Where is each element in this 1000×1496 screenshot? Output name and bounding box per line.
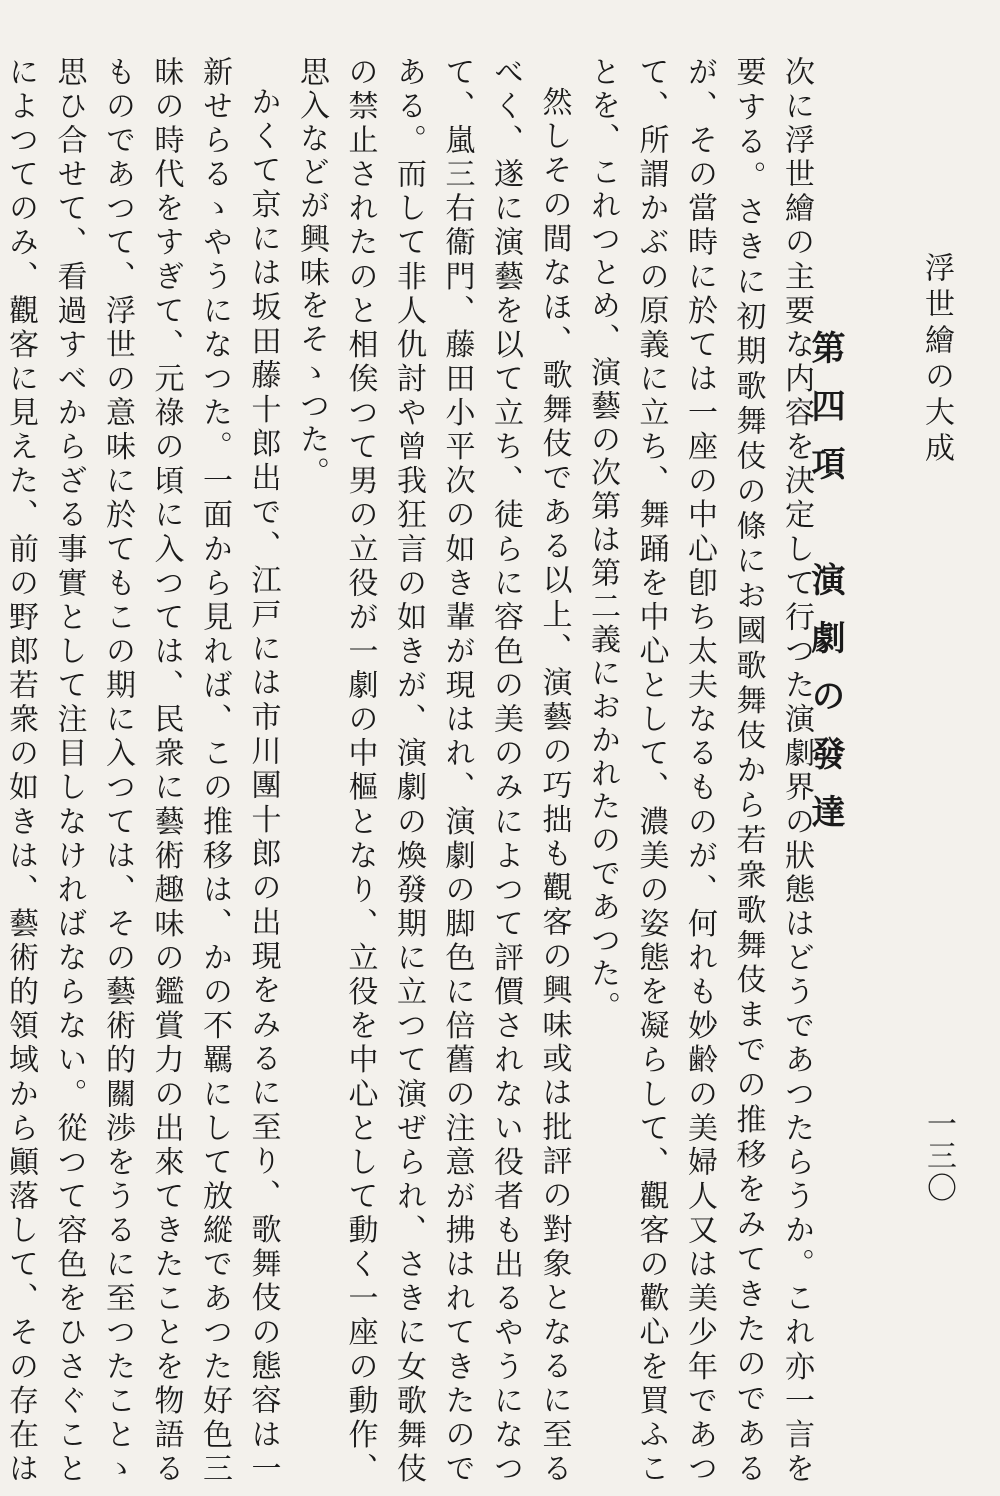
paragraph-3: かくて京には坂田藤十郎出で、江戸には市川團十郎の出現をみるに至り、歌舞伎の態容は一新せらるゝやうになつた。一面から見れば、この推移は、かの不羈にして放縱であつた好色三昧の時代をすぎて、元祿の頃に入つては、民衆に藝術趣味の鑑賞力の出來てきたことを物語るものであつて、浮世の意味に於てもこの期に入つては、その藝術的關渉をうるに至つたことゝ思ひ合せて、看過すべからざる事實として注目しなければならない。從つて容色をひさぐことによつてのみ、觀客に見えた、前の野郎若衆の如きは、藝術的領域から顚落して、その存在は <box>3 56 281 1486</box>
paragraph-2: 然しその間なほ、歌舞伎である以上、演藝の巧拙も觀客の興味或は批評の對象となるに至るべく、遂に演藝を以て立ち、徒らに容色の美のみによつて評價されない役者も出るやうになつて、嵐三右衞門、藤田小平次の如き輩が現はれ、演劇の脚色に倍舊の注意が拂はれてきたのである。而して非人仇討や曾我狂言の如きが、演劇の煥發期に立つて演ぜられ、さきに女歌舞伎の禁止されたのと相俟つて男の立役が一劇の中樞となり、立役を中心として動く一座の動作、思入などが興味をそゝつた。 <box>294 56 572 1486</box>
section-heading: 第四項 演劇の發達 <box>805 330 845 852</box>
running-header: 浮世繪の大成 <box>919 252 954 468</box>
body-text <box>3 56 820 1486</box>
page-number: 一三〇 <box>921 1108 956 1204</box>
paragraph-1: 次に浮世繪の主要な内容を決定して行つた演劇界の狀態はどうであつたらうか。これ亦一言を要する。さきに初期歌舞伎の條にお國歌舞伎から若衆歌舞伎までの推移をみてきたのであるが、その當時に於ては一座の中心卽ち太夫なるものが、何れも妙齢の美婦人又は美少年であつて、所謂かぶの原義に立ち、舞踊を中心として、濃美の姿態を凝らして、觀客の歡心を買ふことを、これつとめ、演藝の次第は第二義におかれたのであつた。 <box>585 56 814 1486</box>
